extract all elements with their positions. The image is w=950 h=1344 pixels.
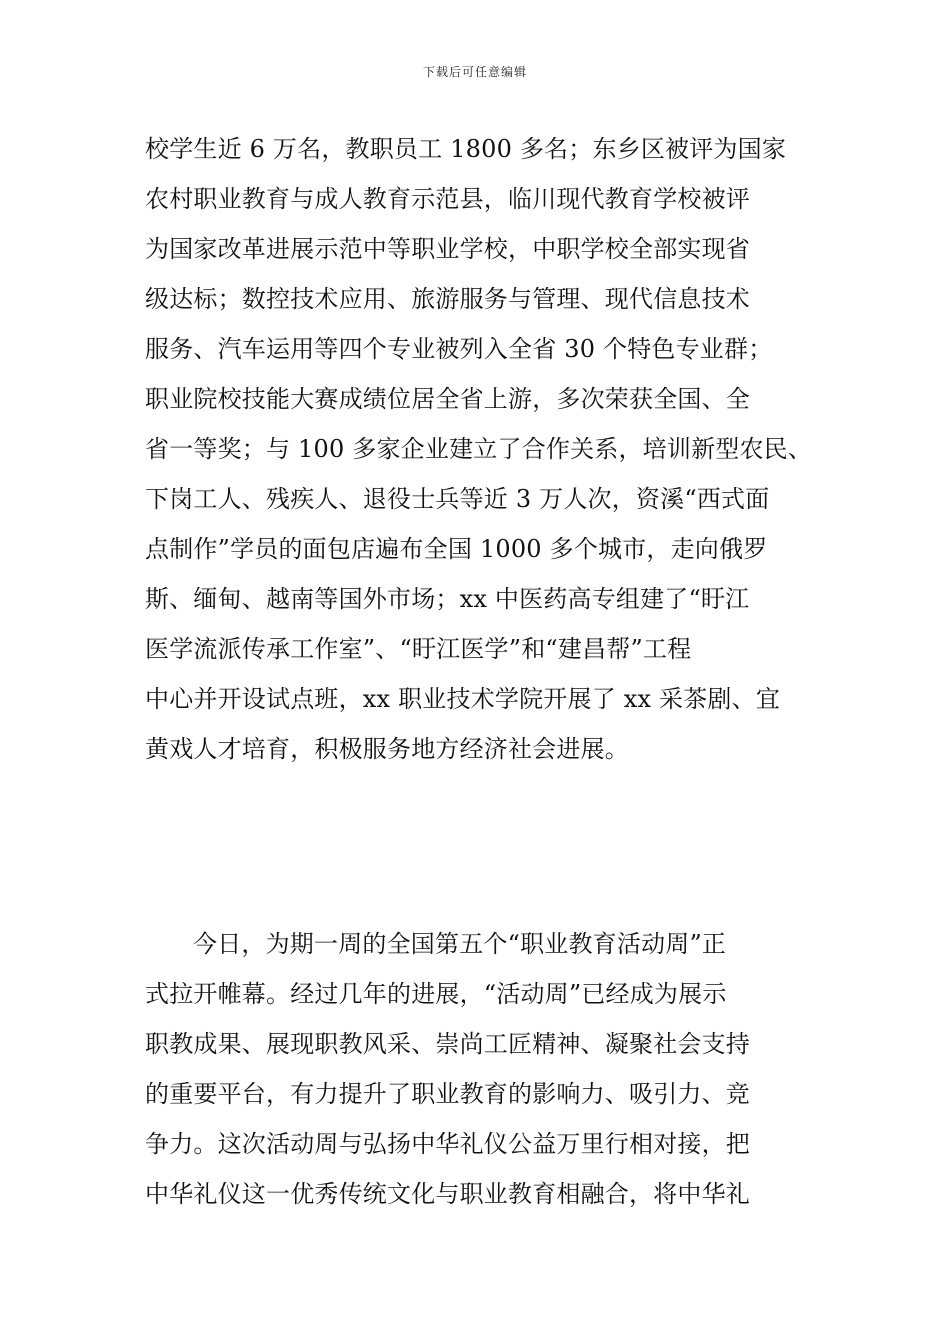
- paragraph-achievements: [145, 124, 825, 774]
- text-line: 黄戏人才培育，积极服务地方经济社会进展。: [145, 735, 629, 763]
- text-line: 式拉开帷幕。经过几年的进展，“活动周”已经成为展示: [145, 980, 727, 1008]
- text-line: 服务、汽车运用等四个专业被列入全省 30 个特色专业群；: [145, 335, 773, 363]
- text-line: 斯、缅甸、越南等国外市场；xx 中医药高专组建了“盱江: [145, 585, 750, 613]
- text-line: 校学生近 6 万名，教职员工 1800 多名；东乡区被评为国家: [145, 135, 787, 163]
- text-line: 争力。这次活动周与弘扬中华礼仪公益万里行相对接，把: [145, 1130, 750, 1158]
- paragraph-activity-week: [145, 919, 825, 1219]
- page-header: 下载后可任意编辑: [422, 65, 527, 79]
- text-line: 中华礼仪这一优秀传统文化与职业教育相融合，将中华礼: [145, 1180, 750, 1208]
- text-line: 农村职业教育与成人教育示范县，临川现代教育学校被评: [145, 185, 750, 213]
- text-line: 的重要平台，有力提升了职业教育的影响力、吸引力、竞: [145, 1080, 750, 1108]
- text-line: 医学流派传承工作室”、“盱江医学”和“建昌帮”工程: [145, 635, 692, 663]
- text-line: 为国家改革进展示范中等职业学校，中职学校全部实现省: [145, 235, 750, 263]
- text-line: 级达标；数控技术应用、旅游服务与管理、现代信息技术: [145, 285, 750, 313]
- text-line: 今日，为期一周的全国第五个“职业教育活动周”正: [193, 930, 727, 958]
- text-line: 职业院校技能大赛成绩位居全省上游，多次荣获全国、全: [145, 385, 750, 413]
- text-line: 省一等奖；与 100 多家企业建立了合作关系，培训新型农民、: [145, 435, 813, 463]
- text-line: 下岗工人、残疾人、退役士兵等近 3 万人次，资溪“西式面: [145, 485, 770, 513]
- text-line: 点制作”学员的面包店遍布全国 1000 多个城市，走向俄罗: [145, 535, 768, 563]
- text-line: 职教成果、展现职教风采、崇尚工匠精神、凝聚社会支持: [145, 1030, 750, 1058]
- text-line: 中心并开设试点班，xx 职业技术学院开展了 xx 采茶剧、宜: [145, 685, 781, 713]
